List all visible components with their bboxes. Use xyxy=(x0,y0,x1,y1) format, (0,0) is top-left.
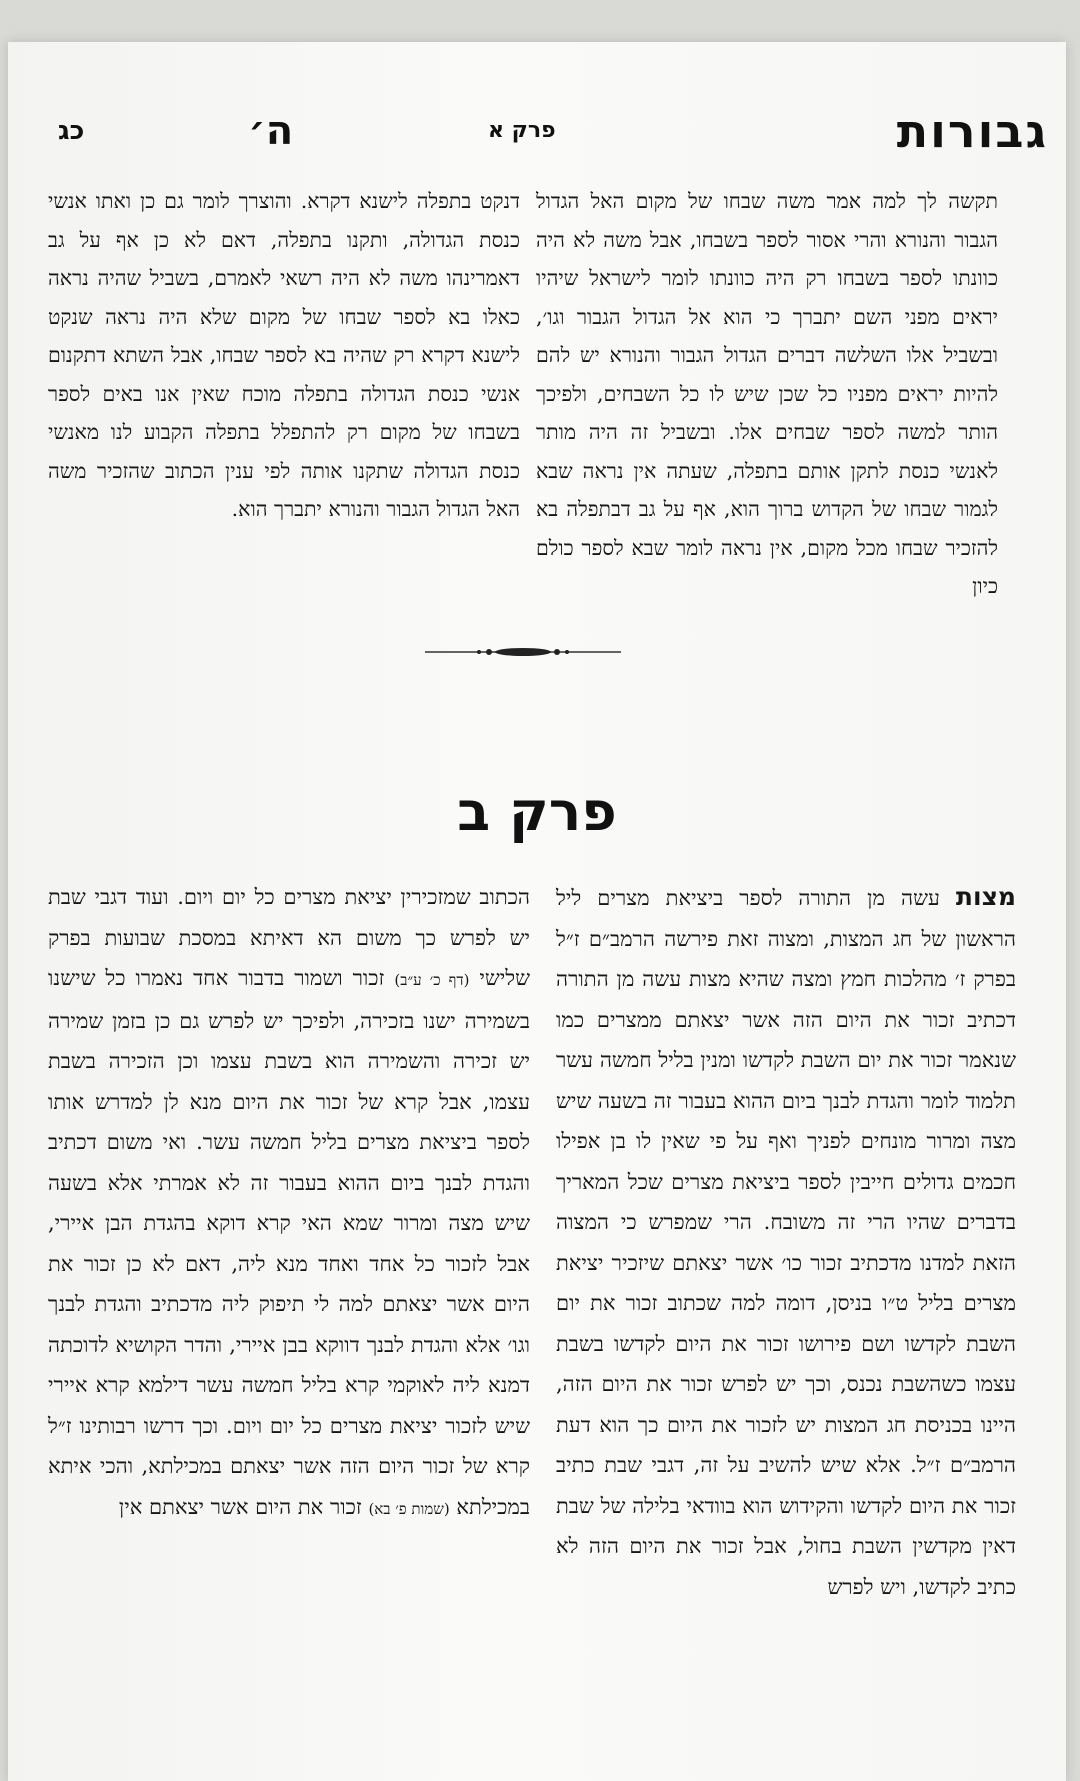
running-header xyxy=(58,104,1048,164)
paragraph-text: הכתוב שמזכירין יציאת מצרים כל יום ויום. ועוד דגבי שבת יש לפרש כך משום הא דאיתא במסכת שבועות בפרק שלישי xyxy=(48,885,530,990)
paragraph-text: זכור את היום אשר יצאתם אין xyxy=(118,1494,369,1519)
paragraph-text: עשה מן התורה לספר ביציאת מצרים ליל הראשון של חג המצות, ומצוה זאת פירשה הרמב״ם ז״ל בפרק ז׳ מהלכות חמץ ומצה שהיא מצות עשה מן התורה דכתיב זכור את היום הזה אשר יצאתם ממצרים כמו שנאמר זכור את יום השבת לקדשו ומנין בליל חמשה עשר תלמוד לומר והגדת לבנך ביום ההוא בעבור זה בשעה שיש מצה ומרור מונחים לפניך ואף על פי שאין לו בן אפילו חכמים גדולים חייבין לספר ביציאת מצרים שכל המאריך בדברים שהיו הרי זה משובח. הרי שמפרש כי המצוה הזאת למדנו מדכתיב זכור כו׳ אשר יצאתם שיזכיר יציאת מצרים בליל ט״ו בניסן, דומה למה שכתוב זכור את יום השבת לקדשו ושם פירושו זכור את היום לקדשו בשבת עצמו כשהשבת נכנס, וכך יש לפרש זכור את היום הזה, היינו בכניסת חג המצות יש לזכור את היום כך הוא דעת הרמב״ם ז״ל. אלא שיש להשיב על זה, דגבי שבת כתיב זכור את היום לקדשו והקידוש הוא בוודאי בלילה של שבת דאין מקדשין השבת בחול, אבל זכור את היום הזה לא כתיב לקדשו, ויש לפרש xyxy=(556,886,1016,1599)
paragraph-text: זכור ושמור בדבור אחד נאמרו כל שישנו בשמירה ישנו בזכירה, ולפיכך יש לפרש גם כן בזמן שמירה יש זכירה והשמירה הוא בשבת עצמו וכן הזכירה בשבת עצמו, אבל קרא של זכור את היום מנא לן למדרש אותו לספר ביציאת מצרים בליל חמשה עשר. ואי משום דכתיב והגדת לבנך ביום ההוא בעבור זה לא אמרתי אלא בשעה שיש מצה ומרור שמא האי קרא דוקא בהגדת הבן איירי, אבל לזכור כל אחד ואחד מנא ליה, דאם לא כן זכור את היום אשר יצאתם למה לי תיפוק ליה מדכתיב והגדת לבנך וגו׳ אלא והגדת לבנך דווקא בבן איירי, והדר הקושיא לדוכתה דמנא ליה לאוקמי קרא בליל חמשה עשר דילמא קרא איירי שיש לזכור יציאת מצרים כל יום ויום. וכך דרשו רבותינו ז״ל קרא של זכור היום הזה אשר יצאתם במכילתא, והכי איתא במכילתא xyxy=(48,966,530,1519)
paragraph: תקשה לך למה אמר משה שבחו של מקום האל הגדול הגבור והנורא והרי אסור לספר בשבחו, אבל משה לא היה כוונתו לספר בשבחו רק היה כוונתו לומר לישראל שיהיו יראים מפני השם יתברך כי הוא אל הגדול הגבור וגו׳, ובשביל אלו השלשה דברים הגדול הגבור והנורא יש להם להיות יראים מפניו כל שכן שיש לו כל השבחים, ולפיכך הותר למשה לספר שבחים אלו. ובשביל זה היה מותר לאנשי כנסת לתקן אותם בתפלה, שעתה אין נראה שבא לגמור שבחו של הקדוש ברוך הוא, אף על גב דבתפלה בא להזכיר שבחו מכל מקום, אין נראה לומר שבא לספר כולם כיון xyxy=(536,189,998,598)
chapter-label: פרק א xyxy=(488,118,556,143)
paragraph: דנקט בתפלה לישנא דקרא. והוצרך לומר גם כן ואתו אנשי כנסת הגדולה, ותקנו בתפלה, דאם לא כן אף על גב דאמרינהו משה לא היה רשאי לאמרם, בשביל שהיה נראה כאלו בא לספר שבחו של מקום שלא היה נראה שנקט לישנא דקרא רק שהיה בא לספר שבחו, אבל השתא דתקנום אנשי כנסת הגדולה בתפלה מוכח שאין אנו באים לספר בשבחו של מקום רק להתפלל בתפלה הקבוע לנו מאנשי כנסת הגדולה שתקנו אותה לפי ענין הכתוב שהזכיר משה האל הגדול הגבור והנורא יתברך הוא. xyxy=(48,189,520,521)
page-number: כג xyxy=(58,116,85,146)
bottom-right-column xyxy=(556,877,1016,1607)
chapter-title: פרק ב xyxy=(457,780,617,843)
paragraph xyxy=(556,877,1016,1607)
bottom-left-column xyxy=(48,877,530,1529)
source-reference: (שמות פ׳ בא) xyxy=(368,1499,450,1518)
paragraph xyxy=(48,877,530,1529)
book-title: גבורות xyxy=(896,104,1048,158)
lead-word: מצות xyxy=(955,882,1016,911)
source-reference: (דף כ׳ ע״ב) xyxy=(394,971,470,989)
book-page xyxy=(8,42,1066,1781)
ornament-divider xyxy=(423,642,623,662)
top-left-column xyxy=(48,182,520,529)
top-right-column xyxy=(536,182,998,606)
section-title: ה׳ xyxy=(248,108,294,154)
